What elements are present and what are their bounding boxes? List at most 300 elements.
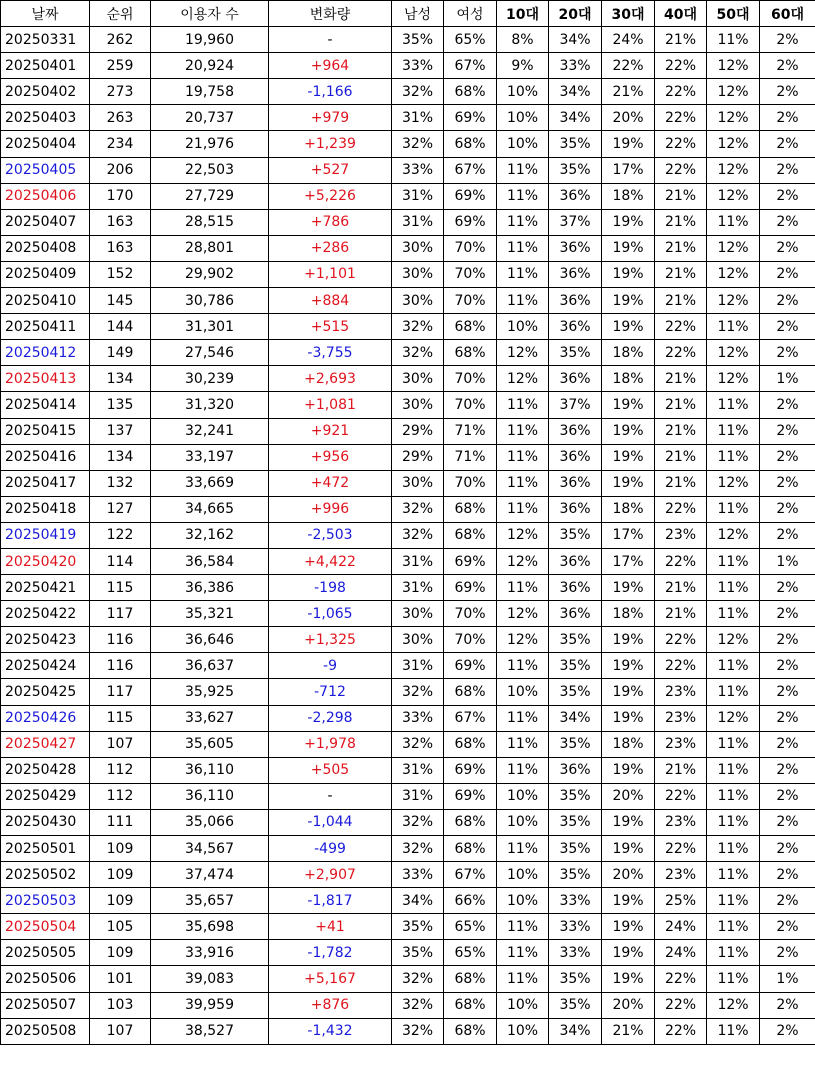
female-pct-cell: 65%: [444, 27, 497, 53]
change-cell: +956: [269, 444, 392, 470]
age-30s-cell: 19%: [602, 888, 655, 914]
age-50s-cell: 11%: [707, 601, 760, 627]
users-cell: 33,627: [151, 705, 269, 731]
female-pct-cell: 68%: [444, 131, 497, 157]
date-cell: 20250409: [1, 261, 90, 287]
age-20s-cell: 35%: [549, 966, 602, 992]
female-pct-cell: 68%: [444, 836, 497, 862]
age-60s-cell: 2%: [760, 444, 815, 470]
male-pct-cell: 32%: [392, 731, 444, 757]
age-40s-cell: 22%: [655, 627, 707, 653]
change-cell: +505: [269, 757, 392, 783]
age-40s-cell: 21%: [655, 444, 707, 470]
age-40s-cell: 21%: [655, 27, 707, 53]
users-cell: 36,646: [151, 627, 269, 653]
users-cell: 27,546: [151, 340, 269, 366]
users-cell: 19,960: [151, 27, 269, 53]
table-row: [1, 496, 815, 522]
change-cell: +2,693: [269, 366, 392, 392]
age-60s-cell: 2%: [760, 731, 815, 757]
male-pct-cell: 33%: [392, 862, 444, 888]
date-cell: 20250410: [1, 288, 90, 314]
age-30s-cell: 17%: [602, 522, 655, 548]
table-row: [1, 862, 815, 888]
age-40s-cell: 21%: [655, 757, 707, 783]
male-pct-cell: 31%: [392, 105, 444, 131]
change-cell: +527: [269, 157, 392, 183]
age-20s-cell: 33%: [549, 914, 602, 940]
users-cell: 29,902: [151, 261, 269, 287]
age-30s-cell: 18%: [602, 601, 655, 627]
male-pct-cell: 31%: [392, 183, 444, 209]
female-pct-cell: 68%: [444, 992, 497, 1018]
age-40s-cell: 23%: [655, 522, 707, 548]
female-pct-cell: 68%: [444, 79, 497, 105]
age-30s-cell: 19%: [602, 392, 655, 418]
age-10s-cell: 11%: [497, 496, 549, 522]
age-50s-cell: 12%: [707, 992, 760, 1018]
age-60s-cell: 2%: [760, 601, 815, 627]
age-40s-cell: 22%: [655, 314, 707, 340]
female-pct-cell: 68%: [444, 809, 497, 835]
age-60s-cell: 2%: [760, 705, 815, 731]
age-50s-cell: 12%: [707, 261, 760, 287]
rank-cell: 262: [90, 27, 151, 53]
rank-cell: 145: [90, 288, 151, 314]
table-row: [1, 105, 815, 131]
age-40s-cell: 23%: [655, 679, 707, 705]
female-pct-cell: 68%: [444, 731, 497, 757]
age-60s-cell: 1%: [760, 966, 815, 992]
date-cell: 20250429: [1, 783, 90, 809]
age-30s-cell: 18%: [602, 366, 655, 392]
table-row: [1, 340, 815, 366]
age-30s-cell: 22%: [602, 53, 655, 79]
change-cell: +5,226: [269, 183, 392, 209]
change-cell: +1,081: [269, 392, 392, 418]
age-20s-cell: 36%: [549, 444, 602, 470]
male-pct-cell: 32%: [392, 340, 444, 366]
age-60s-cell: 2%: [760, 340, 815, 366]
age-30s-cell: 19%: [602, 261, 655, 287]
age-10s-cell: 10%: [497, 679, 549, 705]
change-cell: +876: [269, 992, 392, 1018]
users-cell: 20,924: [151, 53, 269, 79]
age-20s-cell: 35%: [549, 992, 602, 1018]
change-cell: +472: [269, 470, 392, 496]
age-50s-cell: 11%: [707, 862, 760, 888]
age-10s-cell: 11%: [497, 940, 549, 966]
female-pct-cell: 69%: [444, 548, 497, 574]
age-20s-cell: 34%: [549, 705, 602, 731]
age-10s-cell: 12%: [497, 522, 549, 548]
female-pct-cell: 71%: [444, 418, 497, 444]
male-pct-cell: 33%: [392, 705, 444, 731]
table-row: [1, 1018, 815, 1044]
male-pct-cell: 32%: [392, 79, 444, 105]
age-60s-cell: 2%: [760, 653, 815, 679]
change-cell: +996: [269, 496, 392, 522]
age-20s-cell: 36%: [549, 235, 602, 261]
age-30s-cell: 19%: [602, 470, 655, 496]
date-cell: 20250422: [1, 601, 90, 627]
change-cell: +515: [269, 314, 392, 340]
female-pct-cell: 69%: [444, 653, 497, 679]
age-60s-cell: 2%: [760, 992, 815, 1018]
table-row: [1, 809, 815, 835]
male-pct-cell: 32%: [392, 522, 444, 548]
age-10s-cell: 11%: [497, 157, 549, 183]
table-row: [1, 157, 815, 183]
age-30s-cell: 18%: [602, 496, 655, 522]
rank-cell: 137: [90, 418, 151, 444]
male-pct-cell: 31%: [392, 757, 444, 783]
age-60s-cell: 2%: [760, 940, 815, 966]
age-30s-cell: 19%: [602, 418, 655, 444]
rank-cell: 234: [90, 131, 151, 157]
age-40s-cell: 22%: [655, 836, 707, 862]
date-cell: 20250427: [1, 731, 90, 757]
age-20s-cell: 36%: [549, 575, 602, 601]
female-pct-cell: 67%: [444, 157, 497, 183]
age-30s-cell: 17%: [602, 157, 655, 183]
rank-cell: 115: [90, 575, 151, 601]
age-30s-cell: 17%: [602, 548, 655, 574]
age-60s-cell: 2%: [760, 392, 815, 418]
date-cell: 20250501: [1, 836, 90, 862]
date-cell: 20250430: [1, 809, 90, 835]
age-50s-cell: 12%: [707, 157, 760, 183]
female-pct-cell: 67%: [444, 862, 497, 888]
users-cell: 31,320: [151, 392, 269, 418]
table-row: [1, 53, 815, 79]
male-pct-cell: 30%: [392, 288, 444, 314]
age-50s-cell: 11%: [707, 496, 760, 522]
age-60s-cell: 2%: [760, 131, 815, 157]
age-10s-cell: 8%: [497, 27, 549, 53]
rank-cell: 111: [90, 809, 151, 835]
age-50s-cell: 12%: [707, 183, 760, 209]
age-10s-cell: 10%: [497, 992, 549, 1018]
age-20s-cell: 35%: [549, 131, 602, 157]
age-10s-cell: 11%: [497, 836, 549, 862]
age-30s-cell: 19%: [602, 627, 655, 653]
table-row: [1, 914, 815, 940]
users-cell: 19,758: [151, 79, 269, 105]
rank-cell: 149: [90, 340, 151, 366]
age-20s-cell: 37%: [549, 392, 602, 418]
rank-cell: 134: [90, 366, 151, 392]
users-cell: 34,665: [151, 496, 269, 522]
age-10s-cell: 12%: [497, 340, 549, 366]
age-20s-cell: 35%: [549, 522, 602, 548]
users-cell: 32,241: [151, 418, 269, 444]
female-pct-cell: 70%: [444, 261, 497, 287]
age-60s-cell: 2%: [760, 418, 815, 444]
table-row: [1, 392, 815, 418]
age-50s-cell: 11%: [707, 888, 760, 914]
table-row: [1, 261, 815, 287]
header-users: 이용자 수: [151, 1, 269, 27]
date-cell: 20250412: [1, 340, 90, 366]
age-60s-cell: 2%: [760, 575, 815, 601]
users-cell: 37,474: [151, 862, 269, 888]
header-date: 날짜: [1, 1, 90, 27]
header-age-40s: 40대: [655, 1, 707, 27]
age-30s-cell: 19%: [602, 288, 655, 314]
female-pct-cell: 70%: [444, 288, 497, 314]
age-50s-cell: 12%: [707, 522, 760, 548]
date-cell: 20250331: [1, 27, 90, 53]
users-cell: 35,925: [151, 679, 269, 705]
users-cell: 34,567: [151, 836, 269, 862]
change-cell: -1,166: [269, 79, 392, 105]
age-40s-cell: 21%: [655, 366, 707, 392]
users-cell: 21,976: [151, 131, 269, 157]
age-40s-cell: 22%: [655, 496, 707, 522]
age-20s-cell: 34%: [549, 1018, 602, 1044]
male-pct-cell: 31%: [392, 783, 444, 809]
age-20s-cell: 36%: [549, 601, 602, 627]
age-20s-cell: 36%: [549, 288, 602, 314]
age-10s-cell: 10%: [497, 809, 549, 835]
rank-cell: 103: [90, 992, 151, 1018]
change-cell: +1,101: [269, 261, 392, 287]
age-30s-cell: 19%: [602, 705, 655, 731]
date-cell: 20250503: [1, 888, 90, 914]
male-pct-cell: 30%: [392, 601, 444, 627]
female-pct-cell: 69%: [444, 575, 497, 601]
change-cell: +4,422: [269, 548, 392, 574]
age-10s-cell: 10%: [497, 783, 549, 809]
male-pct-cell: 32%: [392, 992, 444, 1018]
male-pct-cell: 31%: [392, 548, 444, 574]
age-50s-cell: 12%: [707, 131, 760, 157]
age-40s-cell: 21%: [655, 209, 707, 235]
age-40s-cell: 21%: [655, 235, 707, 261]
table-row: [1, 235, 815, 261]
age-20s-cell: 36%: [549, 470, 602, 496]
age-20s-cell: 35%: [549, 627, 602, 653]
age-10s-cell: 10%: [497, 314, 549, 340]
male-pct-cell: 32%: [392, 836, 444, 862]
male-pct-cell: 32%: [392, 1018, 444, 1044]
age-60s-cell: 2%: [760, 209, 815, 235]
age-30s-cell: 19%: [602, 940, 655, 966]
age-50s-cell: 11%: [707, 836, 760, 862]
table-row: [1, 783, 815, 809]
age-10s-cell: 11%: [497, 235, 549, 261]
age-50s-cell: 12%: [707, 235, 760, 261]
rank-cell: 127: [90, 496, 151, 522]
age-60s-cell: 2%: [760, 261, 815, 287]
male-pct-cell: 30%: [392, 627, 444, 653]
age-10s-cell: 11%: [497, 470, 549, 496]
age-60s-cell: 2%: [760, 679, 815, 705]
female-pct-cell: 70%: [444, 235, 497, 261]
age-30s-cell: 19%: [602, 914, 655, 940]
age-40s-cell: 24%: [655, 914, 707, 940]
table-row: [1, 601, 815, 627]
users-cell: 27,729: [151, 183, 269, 209]
table-row: [1, 79, 815, 105]
age-40s-cell: 21%: [655, 261, 707, 287]
change-cell: -499: [269, 836, 392, 862]
age-50s-cell: 11%: [707, 757, 760, 783]
male-pct-cell: 35%: [392, 27, 444, 53]
rank-cell: 170: [90, 183, 151, 209]
female-pct-cell: 66%: [444, 888, 497, 914]
age-10s-cell: 11%: [497, 966, 549, 992]
age-20s-cell: 35%: [549, 836, 602, 862]
rank-cell: 122: [90, 522, 151, 548]
rank-cell: 132: [90, 470, 151, 496]
age-30s-cell: 19%: [602, 653, 655, 679]
age-50s-cell: 11%: [707, 418, 760, 444]
rank-cell: 117: [90, 601, 151, 627]
header-age-50s: 50대: [707, 1, 760, 27]
date-cell: 20250502: [1, 862, 90, 888]
rank-cell: 144: [90, 314, 151, 340]
date-cell: 20250402: [1, 79, 90, 105]
age-60s-cell: 2%: [760, 470, 815, 496]
age-50s-cell: 11%: [707, 27, 760, 53]
rank-cell: 109: [90, 940, 151, 966]
female-pct-cell: 67%: [444, 705, 497, 731]
age-40s-cell: 22%: [655, 653, 707, 679]
age-40s-cell: 21%: [655, 418, 707, 444]
rank-cell: 263: [90, 105, 151, 131]
age-30s-cell: 19%: [602, 679, 655, 705]
date-cell: 20250414: [1, 392, 90, 418]
age-20s-cell: 36%: [549, 548, 602, 574]
age-60s-cell: 2%: [760, 79, 815, 105]
age-30s-cell: 19%: [602, 131, 655, 157]
male-pct-cell: 32%: [392, 131, 444, 157]
change-cell: -2,298: [269, 705, 392, 731]
change-cell: +1,325: [269, 627, 392, 653]
female-pct-cell: 67%: [444, 53, 497, 79]
change-cell: -1,065: [269, 601, 392, 627]
date-cell: 20250504: [1, 914, 90, 940]
change-cell: +1,239: [269, 131, 392, 157]
table-row: [1, 653, 815, 679]
age-10s-cell: 11%: [497, 575, 549, 601]
table-row: [1, 731, 815, 757]
age-30s-cell: 19%: [602, 575, 655, 601]
age-60s-cell: 2%: [760, 836, 815, 862]
age-60s-cell: 2%: [760, 522, 815, 548]
date-cell: 20250424: [1, 653, 90, 679]
age-40s-cell: 23%: [655, 731, 707, 757]
age-60s-cell: 2%: [760, 627, 815, 653]
rank-cell: 135: [90, 392, 151, 418]
male-pct-cell: 32%: [392, 496, 444, 522]
age-40s-cell: 21%: [655, 575, 707, 601]
users-cell: 36,584: [151, 548, 269, 574]
age-10s-cell: 11%: [497, 261, 549, 287]
date-cell: 20250426: [1, 705, 90, 731]
rank-cell: 163: [90, 235, 151, 261]
rank-cell: 259: [90, 53, 151, 79]
date-cell: 20250415: [1, 418, 90, 444]
female-pct-cell: 68%: [444, 522, 497, 548]
female-pct-cell: 69%: [444, 105, 497, 131]
header-age-60s: 60대: [760, 1, 815, 27]
age-30s-cell: 19%: [602, 809, 655, 835]
age-60s-cell: 1%: [760, 548, 815, 574]
male-pct-cell: 33%: [392, 53, 444, 79]
female-pct-cell: 68%: [444, 1018, 497, 1044]
age-10s-cell: 11%: [497, 444, 549, 470]
age-30s-cell: 21%: [602, 1018, 655, 1044]
date-cell: 20250506: [1, 966, 90, 992]
users-cell: 36,110: [151, 783, 269, 809]
rank-cell: 152: [90, 261, 151, 287]
female-pct-cell: 70%: [444, 470, 497, 496]
date-cell: 20250405: [1, 157, 90, 183]
date-cell: 20250413: [1, 366, 90, 392]
age-10s-cell: 11%: [497, 731, 549, 757]
header-age-10s: 10대: [497, 1, 549, 27]
change-cell: +2,907: [269, 862, 392, 888]
date-cell: 20250408: [1, 235, 90, 261]
age-40s-cell: 23%: [655, 705, 707, 731]
age-60s-cell: 2%: [760, 809, 815, 835]
users-cell: 36,386: [151, 575, 269, 601]
age-20s-cell: 34%: [549, 105, 602, 131]
age-60s-cell: 1%: [760, 366, 815, 392]
table-row: [1, 966, 815, 992]
age-40s-cell: 24%: [655, 940, 707, 966]
age-30s-cell: 18%: [602, 340, 655, 366]
age-30s-cell: 19%: [602, 757, 655, 783]
table-row: [1, 705, 815, 731]
age-20s-cell: 35%: [549, 157, 602, 183]
age-20s-cell: 33%: [549, 53, 602, 79]
age-50s-cell: 12%: [707, 53, 760, 79]
table-row: [1, 209, 815, 235]
table-body: [1, 27, 815, 1045]
change-cell: +1,978: [269, 731, 392, 757]
female-pct-cell: 68%: [444, 340, 497, 366]
age-50s-cell: 11%: [707, 966, 760, 992]
age-10s-cell: 12%: [497, 366, 549, 392]
header-female: 여성: [444, 1, 497, 27]
age-10s-cell: 10%: [497, 131, 549, 157]
header-age-30s: 30대: [602, 1, 655, 27]
age-50s-cell: 12%: [707, 705, 760, 731]
age-40s-cell: 21%: [655, 470, 707, 496]
date-cell: 20250508: [1, 1018, 90, 1044]
table-row: [1, 836, 815, 862]
age-20s-cell: 36%: [549, 261, 602, 287]
age-20s-cell: 35%: [549, 862, 602, 888]
age-50s-cell: 12%: [707, 288, 760, 314]
age-20s-cell: 35%: [549, 679, 602, 705]
date-cell: 20250420: [1, 548, 90, 574]
age-40s-cell: 22%: [655, 1018, 707, 1044]
rank-cell: 115: [90, 705, 151, 731]
age-20s-cell: 36%: [549, 418, 602, 444]
age-10s-cell: 9%: [497, 53, 549, 79]
header-male: 남성: [392, 1, 444, 27]
age-60s-cell: 2%: [760, 235, 815, 261]
female-pct-cell: 69%: [444, 183, 497, 209]
female-pct-cell: 68%: [444, 679, 497, 705]
age-40s-cell: 22%: [655, 105, 707, 131]
age-20s-cell: 35%: [549, 783, 602, 809]
